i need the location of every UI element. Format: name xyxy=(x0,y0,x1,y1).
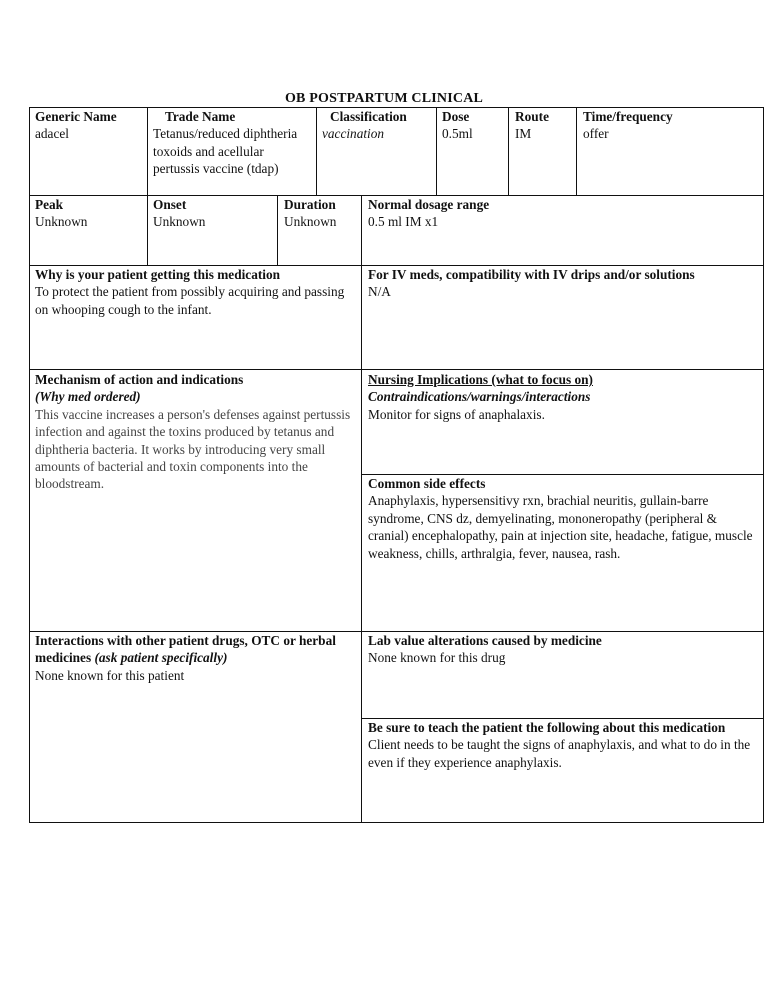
teaching-value: Client needs to be taught the signs of anaphylaxis, and what to do in the even if they experience anaphylaxis. xyxy=(368,737,751,770)
time-frequency-cell xyxy=(583,108,761,143)
classification-cell xyxy=(322,108,434,143)
onset-label: Onset xyxy=(153,197,187,212)
trade-name-label: Trade Name xyxy=(165,109,236,124)
lab-values-cell xyxy=(368,632,758,667)
peak-label: Peak xyxy=(35,197,64,212)
trade-name-value: Tetanus/reduced diphtheria toxoids and acellular pertussis vaccine (tdap) xyxy=(153,126,298,177)
peak-value: Unknown xyxy=(35,214,88,230)
why-patient-value: To protect the patient from possibly acquiring and passing on whooping cough to the infant. xyxy=(35,284,345,317)
peak-cell xyxy=(35,196,145,231)
route-value: IM xyxy=(515,126,532,142)
dosage-range-cell xyxy=(368,196,758,231)
classification-value: vaccination xyxy=(322,126,385,142)
side-effects-value: Anaphylaxis, hypersensitivy rxn, brachial neuritis, gullain-barre syndrome, CNS dz, demyelinating, mononeropathy (peripheral & cranial) encephalopathy, pain at injection site, headache, fatigue, muscle weakness, chills, arthralgia, fever, nausea, rash. xyxy=(368,493,753,561)
onset-cell xyxy=(153,196,273,231)
interactions-label-text: Interactions with other patient drugs, OTC or herbal medicines xyxy=(35,633,336,666)
nursing-value: Monitor for signs of anaphalaxis. xyxy=(368,406,545,422)
duration-label: Duration xyxy=(284,197,336,212)
lab-values-label: Lab value alterations caused by medicine xyxy=(368,633,602,648)
interactions-label-italic: (ask patient specifically) xyxy=(94,650,228,666)
dosage-range-value: 0.5 ml IM x1 xyxy=(368,214,439,230)
time-frequency-value: offer xyxy=(583,126,609,142)
interactions-value: None known for this patient xyxy=(35,667,185,683)
iv-compat-value: N/A xyxy=(368,284,391,300)
dose-cell xyxy=(442,108,506,143)
teaching-label: Be sure to teach the patient the following about this medication xyxy=(368,720,726,735)
generic-name-cell xyxy=(35,108,145,143)
nursing-label: Nursing Implications (what to focus on) xyxy=(368,372,593,387)
route-label: Route xyxy=(515,109,549,124)
nursing-cell xyxy=(368,371,758,423)
side-effects-cell xyxy=(368,475,758,562)
dosage-range-label: Normal dosage range xyxy=(368,197,490,212)
duration-cell xyxy=(284,196,360,231)
route-cell xyxy=(515,108,575,143)
trade-name-cell xyxy=(153,108,313,178)
iv-compat-label: For IV meds, compatibility with IV drips and/or solutions xyxy=(368,267,695,282)
duration-value: Unknown xyxy=(284,214,337,230)
lab-values-value: None known for this drug xyxy=(368,650,506,666)
teaching-cell xyxy=(368,719,758,771)
why-patient-label: Why is your patient getting this medication xyxy=(35,267,281,282)
nursing-sublabel: Contraindications/warnings/interactions xyxy=(368,389,591,405)
side-effects-label: Common side effects xyxy=(368,476,486,491)
generic-name-value: adacel xyxy=(35,126,69,142)
mechanism-label: Mechanism of action and indications xyxy=(35,372,244,387)
page-title: OB POSTPARTUM CLINICAL xyxy=(284,91,484,106)
time-frequency-label: Time/frequency xyxy=(583,109,673,124)
interactions-cell xyxy=(35,632,357,684)
mechanism-value: This vaccine increases a person's defenses against pertussis infection and against the toxins produced by tetanus and diphtheria bacteria. It works by introducing very small amounts of bacterial and toxin components into the bloodstream. xyxy=(35,406,351,492)
classification-label: Classification xyxy=(330,109,407,124)
dose-value: 0.5ml xyxy=(442,126,473,142)
interactions-label xyxy=(35,632,357,667)
iv-compat-cell xyxy=(368,266,758,301)
mechanism-cell xyxy=(35,371,357,493)
generic-name-label: Generic Name xyxy=(35,109,117,124)
why-patient-cell xyxy=(35,266,357,318)
onset-value: Unknown xyxy=(153,214,206,230)
dose-label: Dose xyxy=(442,109,470,124)
mechanism-sublabel: (Why med ordered) xyxy=(35,389,141,405)
